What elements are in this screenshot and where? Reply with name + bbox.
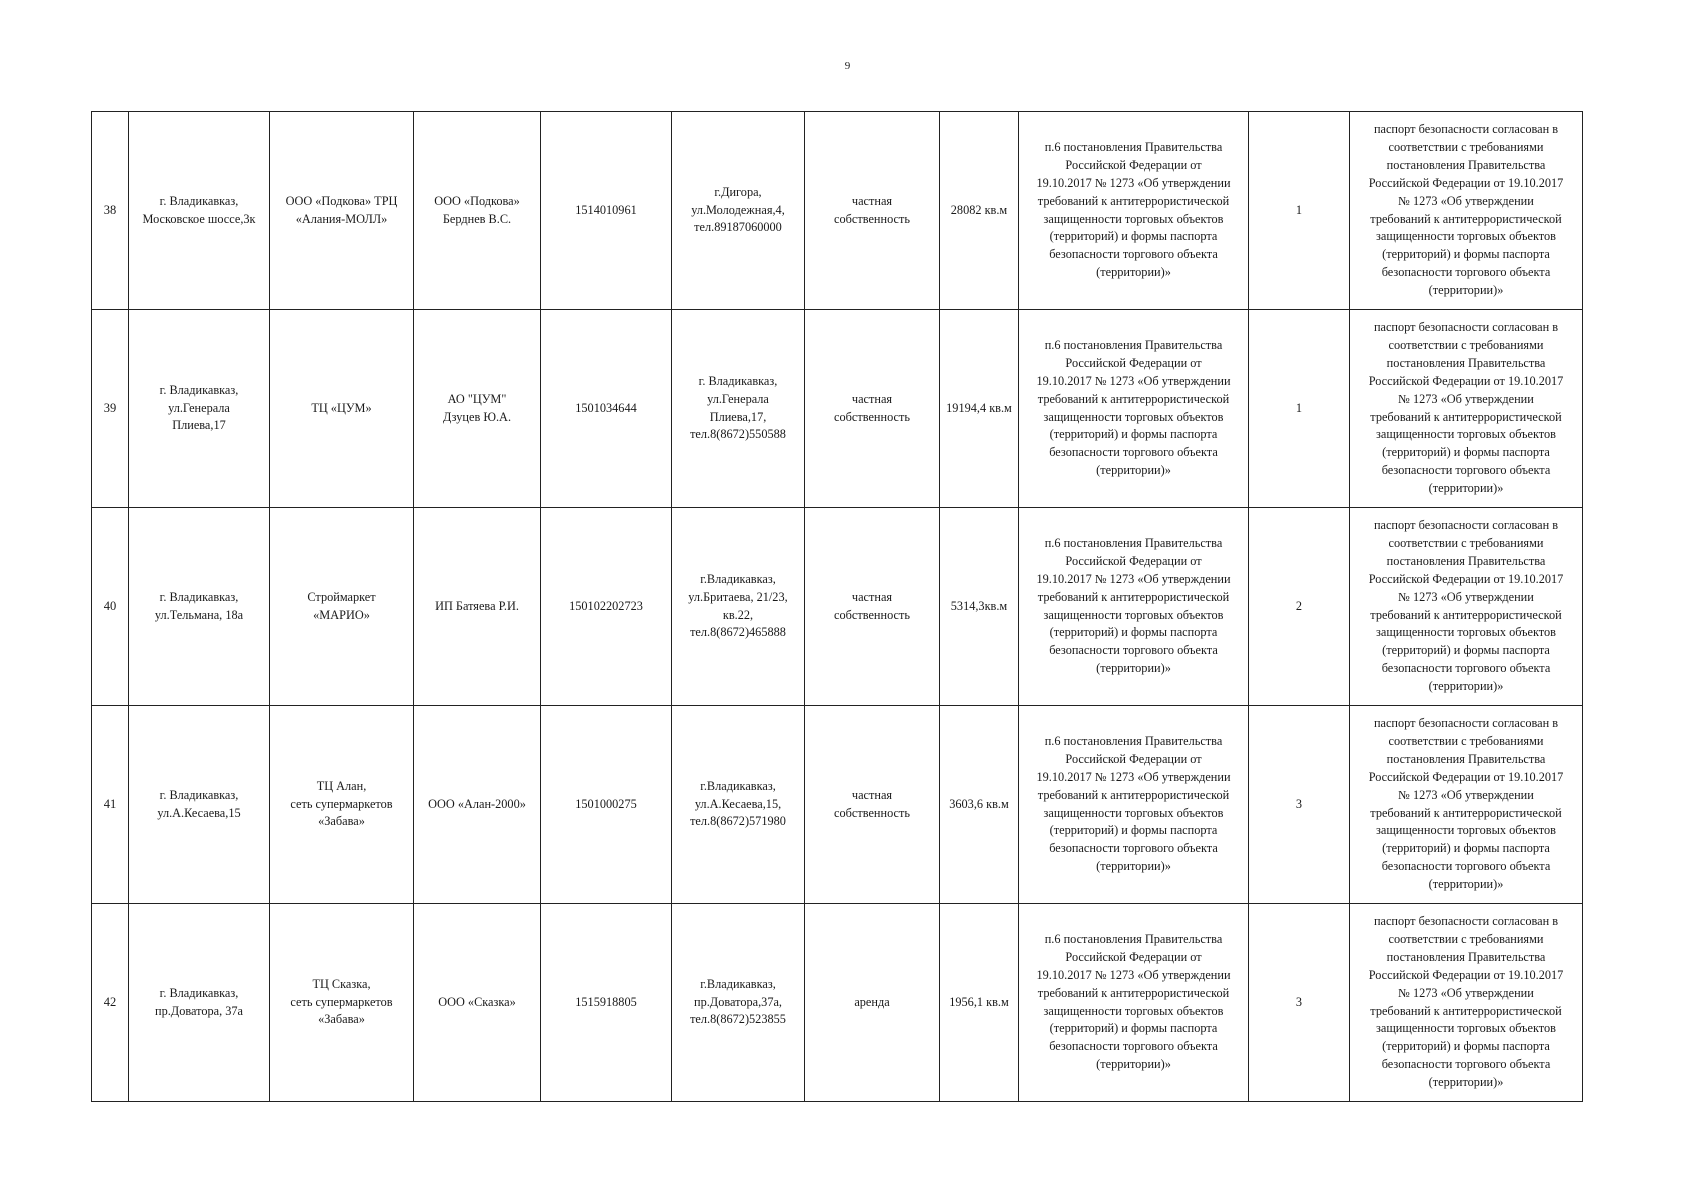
passport-status: паспорт безопасности согласован в соответствии с требованиями постановления Правительства Российской Федерации от 19.10.2017 № 1273 «Об утверждении требований к антитеррористической защищенности торговых объектов (территорий) и формы паспорта безопасности торгового объекта (территории)» [1350, 112, 1583, 310]
row-number: 38 [92, 112, 129, 310]
owner-contact: г.Владикавказ, пр.Доватора,37а, тел.8(8672)523855 [672, 904, 805, 1102]
inn-number: 1515918805 [541, 904, 672, 1102]
owner-contact: г.Владикавказ, ул.Бритаева, 21/23, кв.22, тел.8(8672)465888 [672, 508, 805, 706]
table-row [92, 706, 1583, 904]
row-number: 42 [92, 904, 129, 1102]
table-row [92, 508, 1583, 706]
object-name: Строймаркет «МАРИО» [270, 508, 414, 706]
category-basis: п.6 постановления Правительства Российской Федерации от 19.10.2017 № 1273 «Об утверждении требований к антитеррористической защищенности торговых объектов (территорий) и формы паспорта безопасности торгового объекта (территории)» [1019, 112, 1249, 310]
owner-name: ООО «Подкова» Берднев В.С. [414, 112, 541, 310]
object-area: 19194,4 кв.м [940, 310, 1019, 508]
owner-name: ООО «Алан-2000» [414, 706, 541, 904]
object-location: г. Владикавказ, Московское шоссе,3к [129, 112, 270, 310]
object-name: ТЦ Сказка, сеть супермаркетов «Забава» [270, 904, 414, 1102]
row-number: 41 [92, 706, 129, 904]
hazard-category: 1 [1249, 112, 1350, 310]
page-number: 9 [844, 60, 851, 72]
passport-status: паспорт безопасности согласован в соответствии с требованиями постановления Правительства Российской Федерации от 19.10.2017 № 1273 «Об утверждении требований к антитеррористической защищенности торговых объектов (территорий) и формы паспорта безопасности торгового объекта (территории)» [1350, 706, 1583, 904]
owner-contact: г.Владикавказ, ул.А.Кесаева,15, тел.8(8672)571980 [672, 706, 805, 904]
passport-status: паспорт безопасности согласован в соответствии с требованиями постановления Правительства Российской Федерации от 19.10.2017 № 1273 «Об утверждении требований к антитеррористической защищенности торговых объектов (территорий) и формы паспорта безопасности торгового объекта (территории)» [1350, 310, 1583, 508]
row-number: 39 [92, 310, 129, 508]
object-area: 3603,6 кв.м [940, 706, 1019, 904]
hazard-category: 2 [1249, 508, 1350, 706]
registry-table [91, 111, 1583, 1102]
hazard-category: 3 [1249, 904, 1350, 1102]
category-basis: п.6 постановления Правительства Российской Федерации от 19.10.2017 № 1273 «Об утверждении требований к антитеррористической защищенности торговых объектов (территорий) и формы паспорта безопасности торгового объекта (территории)» [1019, 706, 1249, 904]
owner-name: ООО «Сказка» [414, 904, 541, 1102]
ownership-form: аренда [805, 904, 940, 1102]
ownership-form: частная собственность [805, 112, 940, 310]
object-location: г. Владикавказ, ул.Тельмана, 18а [129, 508, 270, 706]
ownership-form: частная собственность [805, 508, 940, 706]
table-row [92, 112, 1583, 310]
passport-status: паспорт безопасности согласован в соответствии с требованиями постановления Правительства Российской Федерации от 19.10.2017 № 1273 «Об утверждении требований к антитеррористической защищенности торговых объектов (территорий) и формы паспорта безопасности торгового объекта (территории)» [1350, 904, 1583, 1102]
owner-contact: г.Дигора, ул.Молодежная,4, тел.89187060000 [672, 112, 805, 310]
ownership-form: частная собственность [805, 310, 940, 508]
object-location: г. Владикавказ, пр.Доватора, 37а [129, 904, 270, 1102]
object-area: 1956,1 кв.м [940, 904, 1019, 1102]
category-basis: п.6 постановления Правительства Российской Федерации от 19.10.2017 № 1273 «Об утверждении требований к антитеррористической защищенности торговых объектов (территорий) и формы паспорта безопасности торгового объекта (территории)» [1019, 508, 1249, 706]
ownership-form: частная собственность [805, 706, 940, 904]
object-location: г. Владикавказ, ул.А.Кесаева,15 [129, 706, 270, 904]
passport-status: паспорт безопасности согласован в соответствии с требованиями постановления Правительства Российской Федерации от 19.10.2017 № 1273 «Об утверждении требований к антитеррористической защищенности торговых объектов (территорий) и формы паспорта безопасности торгового объекта (территории)» [1350, 508, 1583, 706]
object-name: ТЦ «ЦУМ» [270, 310, 414, 508]
owner-name: ИП Батяева Р.И. [414, 508, 541, 706]
category-basis: п.6 постановления Правительства Российской Федерации от 19.10.2017 № 1273 «Об утверждении требований к антитеррористической защищенности торговых объектов (территорий) и формы паспорта безопасности торгового объекта (территории)» [1019, 310, 1249, 508]
object-area: 28082 кв.м [940, 112, 1019, 310]
row-number: 40 [92, 508, 129, 706]
table-row [92, 310, 1583, 508]
inn-number: 1501034644 [541, 310, 672, 508]
table-row [92, 904, 1583, 1102]
hazard-category: 1 [1249, 310, 1350, 508]
category-basis: п.6 постановления Правительства Российской Федерации от 19.10.2017 № 1273 «Об утверждении требований к антитеррористической защищенности торговых объектов (территорий) и формы паспорта безопасности торгового объекта (территории)» [1019, 904, 1249, 1102]
object-name: ООО «Подкова» ТРЦ «Алания-МОЛЛ» [270, 112, 414, 310]
owner-contact: г. Владикавказ, ул.Генерала Плиева,17, тел.8(8672)550588 [672, 310, 805, 508]
inn-number: 1514010961 [541, 112, 672, 310]
object-location: г. Владикавказ, ул.Генерала Плиева,17 [129, 310, 270, 508]
inn-number: 150102202723 [541, 508, 672, 706]
owner-name: АО "ЦУМ" Дзуцев Ю.А. [414, 310, 541, 508]
object-name: ТЦ Алан, сеть супермаркетов «Забава» [270, 706, 414, 904]
hazard-category: 3 [1249, 706, 1350, 904]
inn-number: 1501000275 [541, 706, 672, 904]
object-area: 5314,3кв.м [940, 508, 1019, 706]
